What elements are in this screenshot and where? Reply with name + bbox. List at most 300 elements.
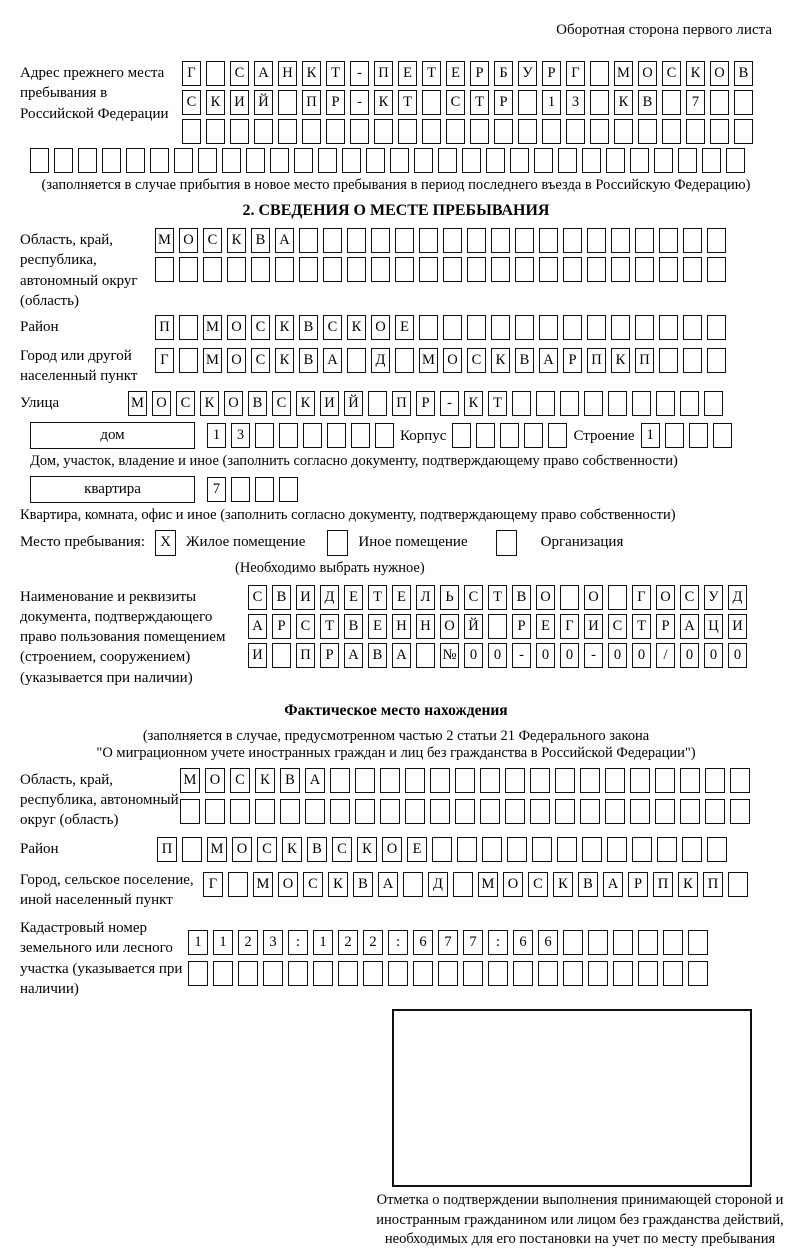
char-box: В: [734, 61, 753, 86]
char-box: [663, 961, 683, 986]
actual-location-caption2: "О миграционном учете иностранных граждан и лиц без гражданства в Российской Федерации"): [96, 744, 696, 761]
char-box: [707, 257, 726, 282]
char-box: В: [280, 768, 300, 793]
char-box: [580, 768, 600, 793]
char-box: В: [307, 837, 327, 862]
street-label: Улица: [20, 394, 60, 411]
char-box: [659, 228, 678, 253]
char-box: [682, 837, 702, 862]
char-box: [347, 257, 366, 282]
char-box: О: [443, 348, 462, 373]
char-box: О: [656, 585, 675, 610]
char-box: [507, 837, 527, 862]
char-box: [688, 930, 708, 955]
char-box: 0: [536, 643, 555, 668]
house-row: [30, 422, 772, 449]
char-box: [463, 961, 483, 986]
char-box: К: [200, 391, 219, 416]
char-box: [563, 930, 583, 955]
actual-city-row: [203, 872, 748, 897]
char-box: Т: [398, 90, 417, 115]
char-box: [560, 391, 579, 416]
char-box: [326, 119, 345, 144]
char-box: Р: [320, 643, 339, 668]
char-box: [606, 148, 625, 173]
actual-location-title: Фактическое место нахождения: [284, 701, 508, 719]
char-box: 0: [680, 643, 699, 668]
char-box: [656, 391, 675, 416]
char-box: [588, 961, 608, 986]
char-box: К: [328, 872, 348, 897]
actual-region-label: Область, край, республика, автономный округ (область): [20, 771, 179, 829]
stay-type-checkbox-organization: [496, 530, 517, 556]
char-box: [182, 837, 202, 862]
char-box: К: [282, 837, 302, 862]
char-box: [590, 61, 609, 86]
char-box: [182, 119, 201, 144]
char-box: С: [608, 614, 627, 639]
stamp-caption: Отметка о подтверждении выполнения принимающей стороной и иностранным гражданином или лицом без гражданства действий, необходимых для его постановки на учет по месту пребывания: [376, 1192, 784, 1248]
char-box: О: [232, 837, 252, 862]
char-box: [255, 423, 274, 448]
char-box: Р: [416, 391, 435, 416]
char-box: [203, 257, 222, 282]
char-box: А: [323, 348, 342, 373]
char-box: [707, 315, 726, 340]
char-box: [630, 799, 650, 824]
char-box: [455, 768, 475, 793]
char-box: [730, 768, 750, 793]
char-box: [395, 228, 414, 253]
char-box: [680, 799, 700, 824]
char-box: О: [227, 348, 246, 373]
char-box: [613, 961, 633, 986]
char-box: [327, 423, 346, 448]
char-box: 7: [463, 930, 483, 955]
char-box: [388, 961, 408, 986]
stay-type-checkbox-residential: X: [155, 530, 176, 556]
prev-address-row2: [182, 90, 753, 115]
char-box: [482, 837, 502, 862]
char-box: Л: [416, 585, 435, 610]
char-box: [734, 119, 753, 144]
char-box: [662, 90, 681, 115]
char-box: [588, 930, 608, 955]
char-box: [462, 148, 481, 173]
char-box: 1: [641, 423, 660, 448]
cadastral-row2: [188, 961, 708, 986]
char-box: [54, 148, 73, 173]
char-box: С: [176, 391, 195, 416]
char-box: [363, 961, 383, 986]
char-box: [662, 119, 681, 144]
char-box: [560, 585, 579, 610]
char-box: [422, 90, 441, 115]
char-box: Т: [632, 614, 651, 639]
char-box: О: [536, 585, 555, 610]
char-box: Е: [407, 837, 427, 862]
char-box: А: [344, 643, 363, 668]
char-box: [608, 585, 627, 610]
char-box: 6: [413, 930, 433, 955]
char-box: Р: [326, 90, 345, 115]
char-box: О: [382, 837, 402, 862]
stay-type-option-other: Иное помещение: [358, 534, 468, 550]
char-box: К: [491, 348, 510, 373]
char-box: [380, 768, 400, 793]
char-box: [467, 228, 486, 253]
char-box: 1: [313, 930, 333, 955]
char-box: [342, 148, 361, 173]
char-box: 6: [513, 930, 533, 955]
char-box: [726, 148, 745, 173]
char-box: М: [155, 228, 174, 253]
char-box: В: [344, 614, 363, 639]
char-box: [734, 90, 753, 115]
char-box: Р: [656, 614, 675, 639]
char-box: [180, 799, 200, 824]
char-box: [330, 768, 350, 793]
char-box: [707, 228, 726, 253]
region-row1: [155, 228, 726, 253]
actual-region-row2: [180, 799, 750, 824]
char-box: [491, 228, 510, 253]
char-box: 7: [686, 90, 705, 115]
char-box: [655, 799, 675, 824]
char-box: О: [227, 315, 246, 340]
char-box: [467, 315, 486, 340]
char-box: [198, 148, 217, 173]
char-box: А: [392, 643, 411, 668]
char-box: [174, 148, 193, 173]
char-box: П: [703, 872, 723, 897]
char-box: Р: [628, 872, 648, 897]
char-box: [530, 768, 550, 793]
stay-type-checkbox-other: [327, 530, 348, 556]
char-box: [613, 930, 633, 955]
flat-writein-box: квартира: [30, 476, 195, 503]
char-box: П: [155, 315, 174, 340]
char-box: В: [299, 315, 318, 340]
char-box: Т: [320, 614, 339, 639]
char-box: А: [378, 872, 398, 897]
char-box: [355, 799, 375, 824]
char-box: [255, 477, 274, 502]
char-box: [534, 148, 553, 173]
char-box: [605, 799, 625, 824]
char-box: [263, 961, 283, 986]
char-box: [453, 872, 473, 897]
char-box: [227, 257, 246, 282]
char-box: [500, 423, 519, 448]
char-box: [638, 961, 658, 986]
char-box: У: [518, 61, 537, 86]
char-box: [638, 930, 658, 955]
char-box: С: [248, 585, 267, 610]
char-box: 7: [438, 930, 458, 955]
char-box: [659, 315, 678, 340]
char-box: П: [653, 872, 673, 897]
char-box: С: [662, 61, 681, 86]
char-box: [686, 119, 705, 144]
prev-address-row1: [182, 61, 753, 86]
char-box: Р: [563, 348, 582, 373]
char-box: О: [152, 391, 171, 416]
region-block: [20, 228, 772, 311]
char-box: [587, 315, 606, 340]
char-box: [513, 961, 533, 986]
char-box: [246, 148, 265, 173]
prev-address-block: [20, 61, 772, 144]
char-box: 2: [238, 930, 258, 955]
char-box: [446, 119, 465, 144]
char-box: [491, 315, 510, 340]
char-box: Е: [446, 61, 465, 86]
char-box: К: [553, 872, 573, 897]
char-box: Р: [272, 614, 291, 639]
char-box: Г: [632, 585, 651, 610]
char-box: [288, 961, 308, 986]
char-box: 2: [338, 930, 358, 955]
char-box: 6: [538, 930, 558, 955]
char-box: Р: [542, 61, 561, 86]
char-box: [188, 961, 208, 986]
char-box: [654, 148, 673, 173]
char-box: [380, 799, 400, 824]
char-box: С: [230, 768, 250, 793]
actual-district-label: Район: [20, 840, 59, 857]
char-box: [222, 148, 241, 173]
district-row: [155, 315, 726, 340]
char-box: Б: [494, 61, 513, 86]
char-box: [582, 837, 602, 862]
char-box: [518, 90, 537, 115]
char-box: [512, 391, 531, 416]
char-box: [632, 391, 651, 416]
char-box: [655, 768, 675, 793]
char-box: [683, 228, 702, 253]
char-box: М: [614, 61, 633, 86]
char-box: [635, 257, 654, 282]
char-box: [688, 961, 708, 986]
char-box: [707, 348, 726, 373]
actual-district-block: [20, 837, 772, 862]
char-box: [275, 257, 294, 282]
char-box: [704, 391, 723, 416]
char-box: Т: [488, 585, 507, 610]
char-box: К: [296, 391, 315, 416]
char-box: [563, 961, 583, 986]
char-box: В: [578, 872, 598, 897]
char-box: С: [203, 228, 222, 253]
char-box: О: [584, 585, 603, 610]
char-box: [419, 315, 438, 340]
char-box: К: [206, 90, 225, 115]
char-box: [515, 257, 534, 282]
stay-type-option-residential: Жилое помещение: [186, 534, 306, 550]
char-box: [590, 90, 609, 115]
stay-type-option-organization: Организация: [540, 534, 624, 550]
char-box: К: [374, 90, 393, 115]
district-label: Район: [20, 319, 59, 335]
char-box: 0: [488, 643, 507, 668]
char-box: Т: [368, 585, 387, 610]
char-box: [657, 837, 677, 862]
char-box: [532, 837, 552, 862]
char-box: [587, 257, 606, 282]
char-box: [338, 961, 358, 986]
char-box: [347, 348, 366, 373]
char-box: М: [203, 348, 222, 373]
char-box: [405, 768, 425, 793]
actual-region-row1: [180, 768, 750, 793]
char-box: [539, 228, 558, 253]
char-box: Й: [464, 614, 483, 639]
char-box: Т: [326, 61, 345, 86]
char-box: [608, 391, 627, 416]
char-box: [443, 228, 462, 253]
region-label: Область, край, республика, автономный округ (область): [20, 232, 138, 309]
char-box: [530, 799, 550, 824]
char-box: [179, 348, 198, 373]
document-label: Наименование и реквизиты документа, подтверждающего право пользования помещением (строением, сооружением) (указывается при наличии): [20, 588, 226, 686]
char-box: [457, 837, 477, 862]
char-box: -: [584, 643, 603, 668]
flat-row: [30, 476, 772, 503]
char-box: [710, 90, 729, 115]
char-box: М: [207, 837, 227, 862]
region-row2: [155, 257, 726, 282]
char-box: [230, 799, 250, 824]
char-box: [476, 423, 495, 448]
char-box: [299, 228, 318, 253]
char-box: [555, 799, 575, 824]
city-block: [20, 344, 772, 387]
char-box: В: [251, 228, 270, 253]
char-box: :: [288, 930, 308, 955]
char-box: М: [478, 872, 498, 897]
char-box: [582, 148, 601, 173]
korpus-label: Корпус: [400, 428, 447, 444]
char-box: К: [611, 348, 630, 373]
char-box: [302, 119, 321, 144]
char-box: С: [332, 837, 352, 862]
char-box: [206, 61, 225, 86]
document-block: [20, 585, 772, 688]
char-box: [390, 148, 409, 173]
char-box: [126, 148, 145, 173]
char-box: [430, 768, 450, 793]
char-box: А: [248, 614, 267, 639]
char-box: [563, 228, 582, 253]
char-box: [279, 477, 298, 502]
char-box: [330, 799, 350, 824]
char-box: [416, 643, 435, 668]
char-box: К: [357, 837, 377, 862]
char-box: Й: [344, 391, 363, 416]
actual-city-label: Город, сельское поселение, иной населенный пункт: [20, 871, 194, 908]
char-box: С: [296, 614, 315, 639]
char-box: [419, 228, 438, 253]
char-box: Д: [320, 585, 339, 610]
street-block: [20, 391, 772, 416]
char-box: [430, 799, 450, 824]
char-box: [375, 423, 394, 448]
char-box: [480, 799, 500, 824]
char-box: [659, 257, 678, 282]
char-box: [635, 228, 654, 253]
char-box: [347, 228, 366, 253]
char-box: Р: [494, 90, 513, 115]
char-box: -: [350, 61, 369, 86]
char-box: [494, 119, 513, 144]
char-box: [539, 257, 558, 282]
char-box: [313, 961, 333, 986]
district-block: [20, 315, 772, 340]
char-box: [280, 799, 300, 824]
prev-address-row4: [30, 148, 772, 173]
char-box: 2: [363, 930, 383, 955]
char-box: О: [503, 872, 523, 897]
char-box: [179, 315, 198, 340]
char-box: В: [299, 348, 318, 373]
document-row2: [248, 614, 747, 639]
prev-address-row3: [182, 119, 753, 144]
house-number-cells: [207, 423, 394, 448]
char-box: [303, 423, 322, 448]
char-box: П: [296, 643, 315, 668]
char-box: [443, 257, 462, 282]
char-box: -: [512, 643, 531, 668]
char-box: /: [656, 643, 675, 668]
char-box: [555, 768, 575, 793]
char-box: А: [680, 614, 699, 639]
char-box: Т: [488, 391, 507, 416]
char-box: [605, 768, 625, 793]
char-box: [366, 148, 385, 173]
stay-type-note: (Необходимо выбрать нужное): [235, 559, 425, 576]
char-box: [323, 228, 342, 253]
char-box: [607, 837, 627, 862]
char-box: О: [371, 315, 390, 340]
char-box: [419, 257, 438, 282]
char-box: 1: [207, 423, 226, 448]
char-box: Ц: [704, 614, 723, 639]
stay-type-label: Место пребывания:: [20, 534, 145, 550]
char-box: [611, 315, 630, 340]
char-box: В: [368, 643, 387, 668]
char-box: С: [467, 348, 486, 373]
char-box: А: [305, 768, 325, 793]
char-box: [638, 119, 657, 144]
char-box: О: [710, 61, 729, 86]
char-box: [422, 119, 441, 144]
char-box: [368, 391, 387, 416]
char-box: [689, 423, 708, 448]
char-box: П: [587, 348, 606, 373]
char-box: [254, 119, 273, 144]
char-box: О: [224, 391, 243, 416]
char-box: [590, 119, 609, 144]
char-box: К: [614, 90, 633, 115]
char-box: [305, 799, 325, 824]
char-box: А: [603, 872, 623, 897]
char-box: [518, 119, 537, 144]
char-box: [663, 930, 683, 955]
char-box: [294, 148, 313, 173]
char-box: [228, 872, 248, 897]
char-box: [318, 148, 337, 173]
